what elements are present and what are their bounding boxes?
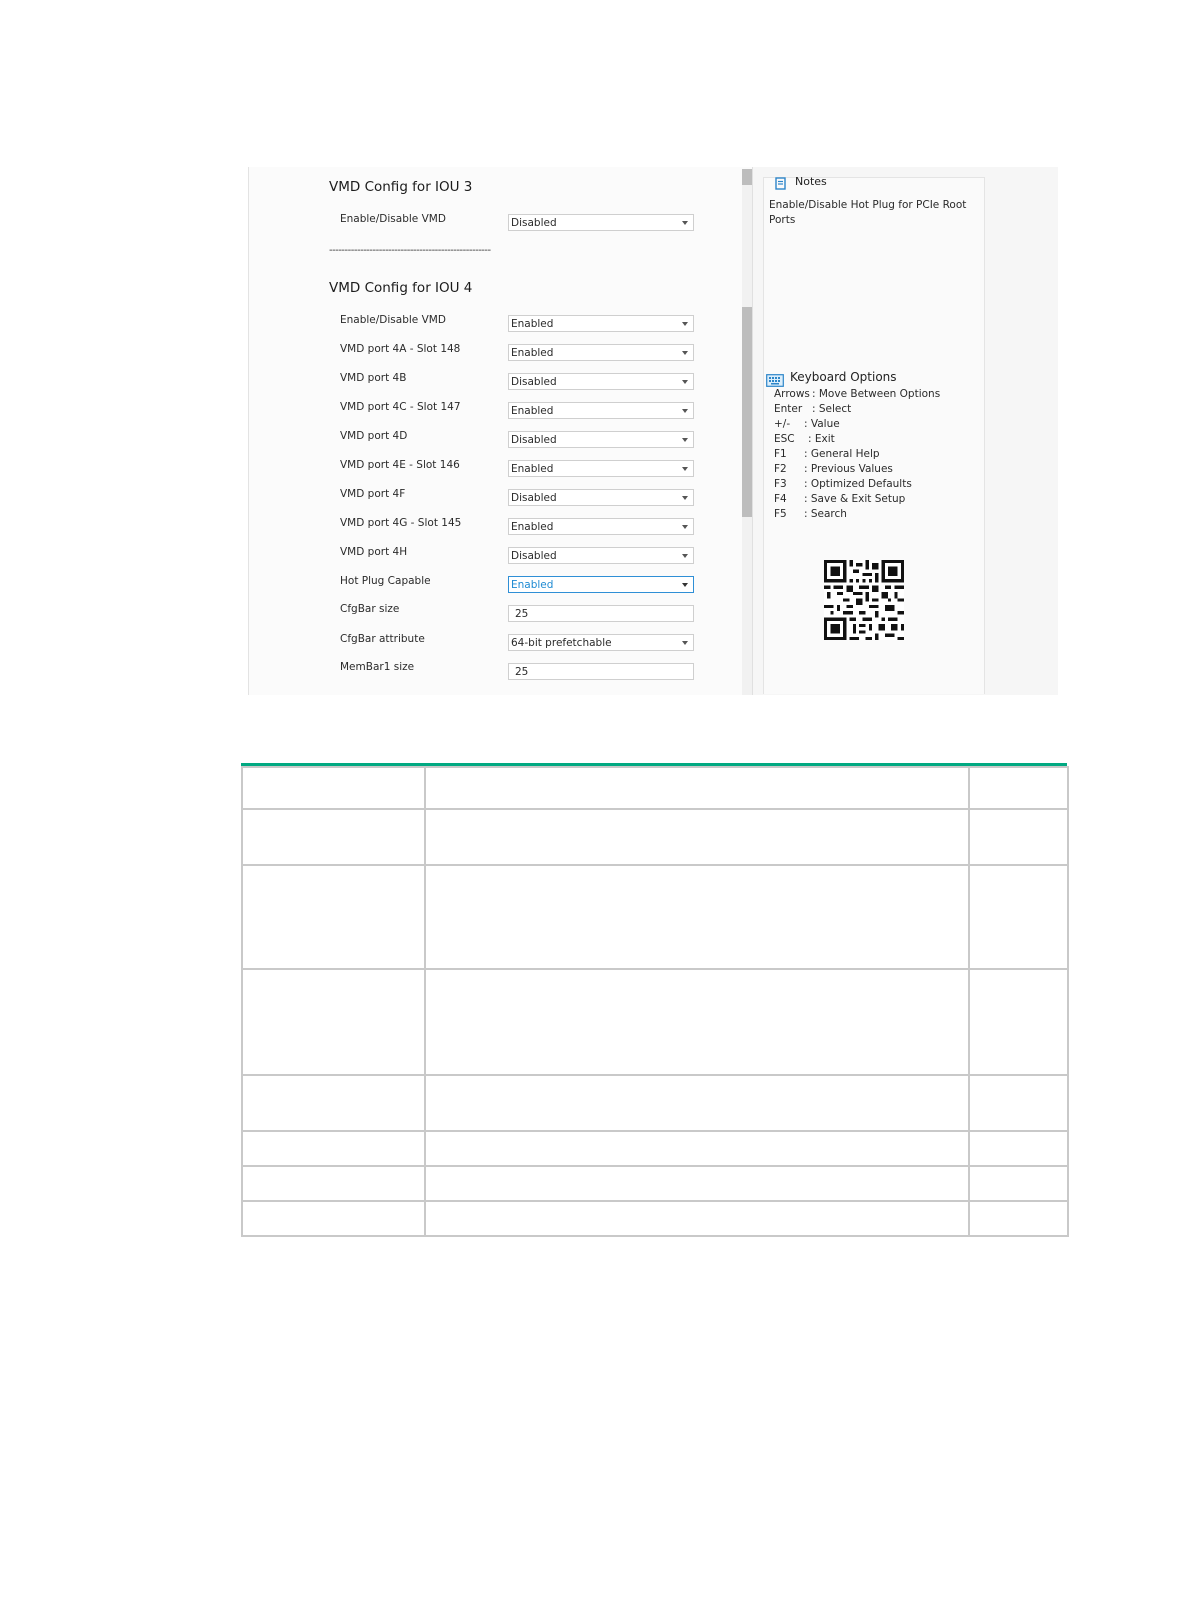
table-cell xyxy=(425,1075,969,1131)
key-name: Arrows xyxy=(774,388,810,400)
table-cell xyxy=(969,865,1068,969)
chevron-down-icon xyxy=(682,467,688,471)
table-header-row xyxy=(242,767,1068,809)
vmd-port-4h-select[interactable] xyxy=(508,547,694,564)
table-row xyxy=(242,865,1068,969)
table-row xyxy=(242,1131,1068,1166)
scrollbar-thumb[interactable] xyxy=(742,307,752,517)
key-row xyxy=(774,448,880,460)
vmd-port-4g-label: VMD port 4G - Slot 145 xyxy=(340,517,462,529)
table-cell xyxy=(425,1166,969,1201)
key-name: F3 xyxy=(774,478,787,490)
table-cell xyxy=(242,865,425,969)
chevron-down-icon xyxy=(682,351,688,355)
cfgbar-attribute-label: CfgBar attribute xyxy=(340,633,425,645)
notes-title: Notes xyxy=(795,175,827,188)
iou3-enable-vmd-select[interactable] xyxy=(508,214,694,231)
notes-icon xyxy=(775,175,787,188)
table-cell xyxy=(969,1166,1068,1201)
help-panel xyxy=(752,167,1058,695)
key-name: F2 xyxy=(774,463,787,475)
key-desc: : Value xyxy=(804,418,840,430)
cfgbar-size-label: CfgBar size xyxy=(340,603,400,615)
table-cell xyxy=(425,1131,969,1166)
iou3-enable-vmd-label: Enable/Disable VMD xyxy=(340,213,446,225)
table-cell xyxy=(969,1075,1068,1131)
table-cell xyxy=(425,1201,969,1236)
table-row xyxy=(242,809,1068,865)
key-name: F1 xyxy=(774,448,787,460)
key-name: F5 xyxy=(774,508,787,520)
table-row xyxy=(242,969,1068,1075)
key-row xyxy=(774,463,893,475)
panel-divider xyxy=(752,167,753,695)
key-row xyxy=(774,418,840,430)
key-row xyxy=(774,403,851,415)
scrollbar-up-handle[interactable] xyxy=(742,169,752,185)
key-name: Enter xyxy=(774,403,803,415)
key-name: F4 xyxy=(774,493,787,505)
vmd-port-4f-select[interactable] xyxy=(508,489,694,506)
table-cell xyxy=(425,767,969,809)
select-value: Disabled xyxy=(511,492,557,504)
table-cell xyxy=(425,865,969,969)
key-row xyxy=(774,508,847,520)
chevron-down-icon xyxy=(682,221,688,225)
select-value: Disabled xyxy=(511,376,557,388)
keyboard-options-box xyxy=(763,370,985,694)
vmd-port-4g-select[interactable] xyxy=(508,518,694,535)
cfgbar-attribute-select[interactable] xyxy=(508,634,694,651)
chevron-down-icon xyxy=(682,583,688,587)
table-cell xyxy=(242,767,425,809)
notes-text: Enable/Disable Hot Plug for PCIe Root Ports xyxy=(769,199,967,226)
key-row xyxy=(774,388,940,400)
key-row xyxy=(774,433,835,445)
hot-plug-capable-select[interactable] xyxy=(508,576,694,593)
table-cell xyxy=(425,969,969,1075)
table-cell xyxy=(242,1075,425,1131)
chevron-down-icon xyxy=(682,322,688,326)
select-value: Enabled xyxy=(511,318,554,330)
vmd-port-4b-label: VMD port 4B xyxy=(340,372,407,384)
cfgbar-size-input[interactable]: 25 xyxy=(508,605,694,622)
vmd-port-4e-select[interactable] xyxy=(508,460,694,477)
vmd-port-4a-label: VMD port 4A - Slot 148 xyxy=(340,343,461,355)
select-value: Disabled xyxy=(511,434,557,446)
chevron-down-icon xyxy=(682,409,688,413)
iou4-enable-vmd-select[interactable] xyxy=(508,315,694,332)
key-desc: : Move Between Options xyxy=(812,388,941,400)
key-desc: : General Help xyxy=(804,448,880,460)
table-cell xyxy=(242,1201,425,1236)
vmd-port-4d-label: VMD port 4D xyxy=(340,430,408,442)
table-cell xyxy=(969,1131,1068,1166)
table-row xyxy=(242,1166,1068,1201)
vmd-port-4d-select[interactable] xyxy=(508,431,694,448)
keyboard-icon xyxy=(766,372,784,385)
select-value: Disabled xyxy=(511,217,557,229)
bios-setup-screenshot xyxy=(248,167,1058,695)
table-cell xyxy=(242,809,425,865)
iou4-section-title: VMD Config for IOU 4 xyxy=(329,280,473,296)
table-cell xyxy=(242,1166,425,1201)
vmd-port-4e-label: VMD port 4E - Slot 146 xyxy=(340,459,460,471)
key-row xyxy=(774,493,905,505)
qr-code-icon xyxy=(824,560,904,640)
vmd-port-4h-label: VMD port 4H xyxy=(340,546,408,558)
key-desc: : Select xyxy=(812,403,852,415)
table-cell xyxy=(969,809,1068,865)
key-row xyxy=(774,478,912,490)
chevron-down-icon xyxy=(682,525,688,529)
chevron-down-icon xyxy=(682,554,688,558)
key-desc: : Exit xyxy=(808,433,835,445)
hot-plug-capable-label: Hot Plug Capable xyxy=(340,575,431,587)
select-value: Enabled xyxy=(511,347,554,359)
notes-box xyxy=(763,177,985,379)
select-value: 64-bit prefetchable xyxy=(511,637,612,649)
key-desc: : Previous Values xyxy=(804,463,893,475)
parameter-table xyxy=(241,766,1069,1237)
iou3-section-title: VMD Config for IOU 3 xyxy=(329,179,473,195)
key-desc: : Search xyxy=(804,508,847,520)
chevron-down-icon xyxy=(682,496,688,500)
table-cell xyxy=(969,767,1068,809)
select-value: Enabled xyxy=(511,463,554,475)
table-cell xyxy=(425,809,969,865)
chevron-down-icon xyxy=(682,641,688,645)
select-value: Enabled xyxy=(511,521,554,533)
membar1-size-label: MemBar1 size xyxy=(340,661,415,673)
select-value: Enabled xyxy=(511,405,554,417)
select-value: Enabled xyxy=(511,579,554,591)
table-cell xyxy=(969,1201,1068,1236)
chevron-down-icon xyxy=(682,380,688,384)
vmd-port-4a-select[interactable] xyxy=(508,344,694,361)
membar1-size-input[interactable]: 25 xyxy=(508,663,694,680)
vmd-port-4f-label: VMD port 4F xyxy=(340,488,406,500)
iou4-enable-vmd-label: Enable/Disable VMD xyxy=(340,314,446,326)
table-cell xyxy=(242,969,425,1075)
select-value: Disabled xyxy=(511,550,557,562)
key-desc: : Optimized Defaults xyxy=(804,478,912,490)
table-cell xyxy=(969,969,1068,1075)
section-separator: ---------------------------------------------------- xyxy=(329,245,491,256)
left-border xyxy=(248,167,249,695)
table-row xyxy=(242,1075,1068,1131)
vmd-port-4c-label: VMD port 4C - Slot 147 xyxy=(340,401,461,413)
keyboard-options-title: Keyboard Options xyxy=(790,370,897,384)
table-cell xyxy=(242,1131,425,1166)
key-desc: : Save & Exit Setup xyxy=(804,493,906,505)
key-name: ESC xyxy=(774,433,795,445)
chevron-down-icon xyxy=(682,438,688,442)
table-row xyxy=(242,1201,1068,1236)
key-name: +/- xyxy=(774,418,791,430)
vmd-port-4b-select[interactable] xyxy=(508,373,694,390)
vmd-port-4c-select[interactable] xyxy=(508,402,694,419)
